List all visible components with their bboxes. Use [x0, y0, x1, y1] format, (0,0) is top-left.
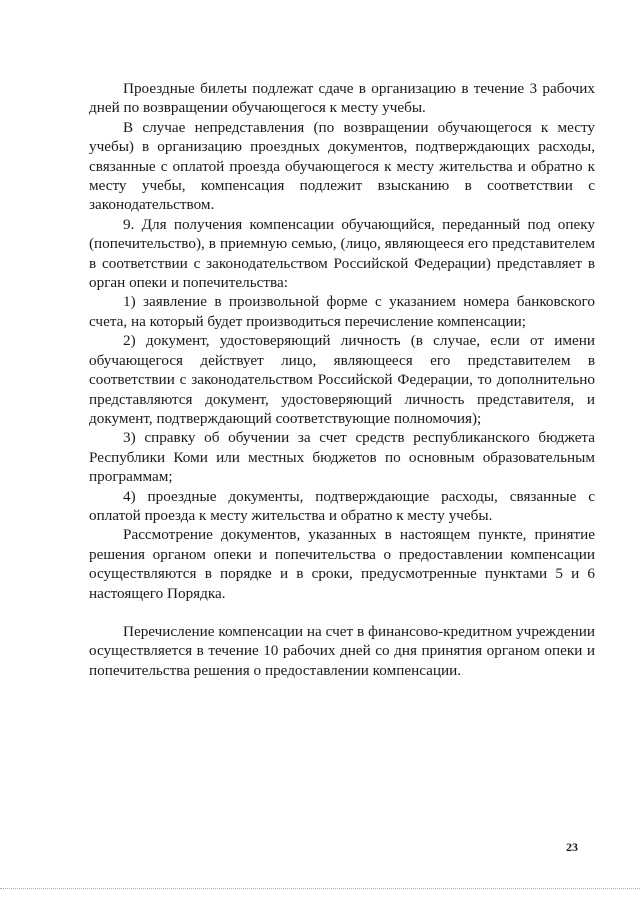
- page-bottom-divider: [0, 888, 640, 889]
- paragraph-tickets-return: Проездные билеты подлежат сдаче в организацию в течение 3 рабочих дней по возвращении обучающегося к месту учебы.: [89, 80, 595, 117]
- paragraph-review-procedure: Рассмотрение документов, указанных в настоящем пункте, принятие решения органом опеки и попечительства о предоставлении компенсации осуществляются в порядке и в сроки, предусмотренные пунктами 5 и 6 настоящего Порядка.: [89, 526, 595, 602]
- list-item-travel-documents: 4) проездные документы, подтверждающие расходы, связанные с оплатой проезда к месту жительства и обратно к месту учебы.: [89, 487, 595, 524]
- paragraph-transfer-terms: Перечисление компенсации на счет в финансово-кредитном учреждении осуществляется в течение 10 рабочих дней со дня принятия органом опеки и попечительства решения о предоставлении компенсации.: [89, 622, 595, 679]
- document-body: [89, 79, 595, 680]
- page-number: 23: [566, 840, 578, 854]
- paragraph-item-9: 9. Для получения компенсации обучающийся, переданный под опеку (попечительство), в приемную семью, (лицо, являющееся его представителем в соответствии с законодательством Российской Федерации) представляет в орган опеки и попечительства:: [89, 215, 595, 292]
- list-item-study-certificate: 3) справку об обучении за счет средств республиканского бюджета Республики Коми или местных бюджетов по основным образовательным программам;: [89, 429, 595, 486]
- list-item-application: 1) заявление в произвольной форме с указанием номера банковского счета, на который будет производиться перечисление компенсации;: [89, 293, 595, 330]
- paragraph-non-submission: В случае непредставления (по возвращении обучающегося к месту учебы) в организацию проездных документов, подтверждающих расходы, связанные с оплатой проезда обучающегося к месту жительства и обратно к месту учебы, компенсация подлежит взысканию в соответствии с законодательством.: [89, 118, 595, 214]
- list-item-identity-document: 2) документ, удостоверяющий личность (в случае, если от имени обучающегося действует лицо, являющееся его представителем в соответствии с законодательством Российской Федерации, то дополнительно представляются документ, удостоверяющий личность представителя, и документ, подтверждающий соответствующие полномочия);: [89, 332, 595, 427]
